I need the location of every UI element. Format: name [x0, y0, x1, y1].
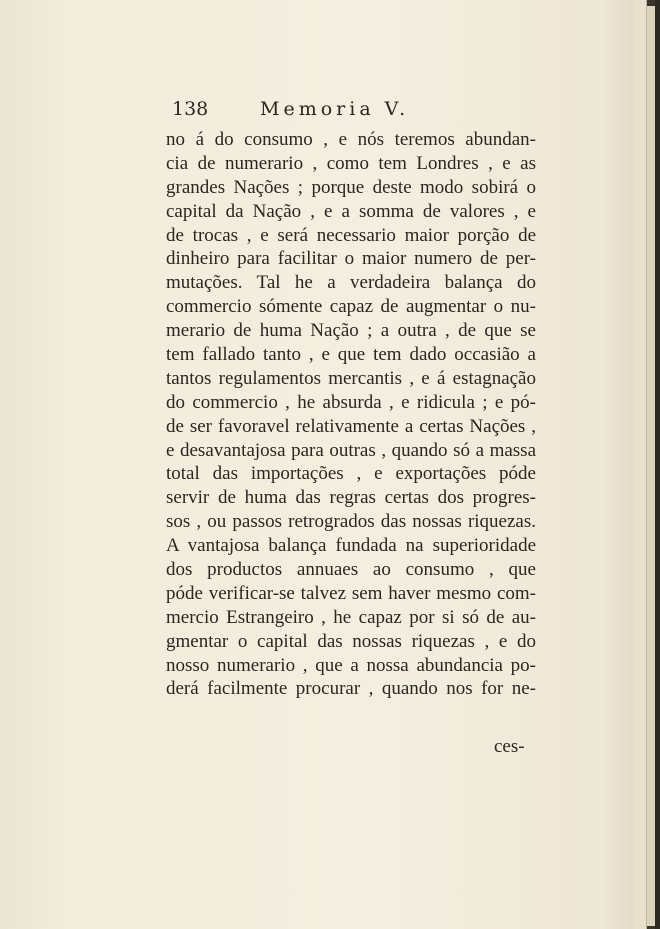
text-line: servir de huma das regras certas dos progres-: [166, 487, 536, 509]
page-edge-inner: [647, 6, 655, 926]
page-number: 138: [172, 98, 209, 120]
text-line: grandes Nações ; porque deste modo sobirá o: [166, 176, 536, 198]
page-header: [172, 98, 522, 122]
text-line: póde verificar-se talvez sem haver mesmo com-: [166, 582, 536, 604]
text-line: capital da Nação , e a somma de valores , e: [166, 200, 536, 222]
text-line: tantos regulamentos mercantis , e á estagnação: [166, 367, 536, 389]
text-line: de ser favoravel relativamente a certas Nações ,: [166, 415, 536, 437]
text-line: do commercio , he absurda , e ridicula ; e pó-: [166, 391, 536, 413]
text-line: e desavantajosa para outras , quando só a massa: [166, 439, 536, 461]
text-line: total das importações , e exportações póde: [166, 463, 536, 485]
text-line: mutações. Tal he a verdadeira balança do: [166, 272, 536, 294]
text-line: nosso numerario , que a nossa abundancia po-: [166, 654, 536, 676]
text-line: sos , ou passos retrogrados das nossas riquezas.: [166, 511, 536, 533]
running-title: Memoria V.: [260, 98, 410, 120]
text-line: gmentar o capital das nossas riquezas , e do: [166, 630, 536, 652]
text-line: no á do consumo , e nós teremos abundan-: [166, 129, 536, 150]
text-line: A vantajosa balança fundada na superioridade: [166, 535, 536, 557]
text-line: tem fallado tanto , e que tem dado occasião a: [166, 344, 536, 366]
text-line: cia de numerario , como tem Londres , e as: [166, 152, 536, 174]
text-line: mercio Estrangeiro , he capaz por si só de au-: [166, 606, 536, 628]
text-line: dinheiro para facilitar o maior numero de per-: [166, 248, 536, 270]
page-edge: [634, 0, 647, 929]
catchword: ces-: [494, 736, 525, 757]
body-text: [166, 128, 536, 701]
text-line: dos productos annuaes ao consumo , que: [166, 559, 536, 581]
text-line: commercio sómente capaz de augmentar o nu-: [166, 296, 536, 318]
text-line: merario de huma Nação ; a outra , de que se: [166, 320, 536, 342]
text-line: derá facilmente procurar , quando nos for ne-: [166, 678, 536, 700]
text-line: de trocas , e será necessario maior porção de: [166, 224, 536, 246]
book-cover-edge: [655, 0, 660, 929]
